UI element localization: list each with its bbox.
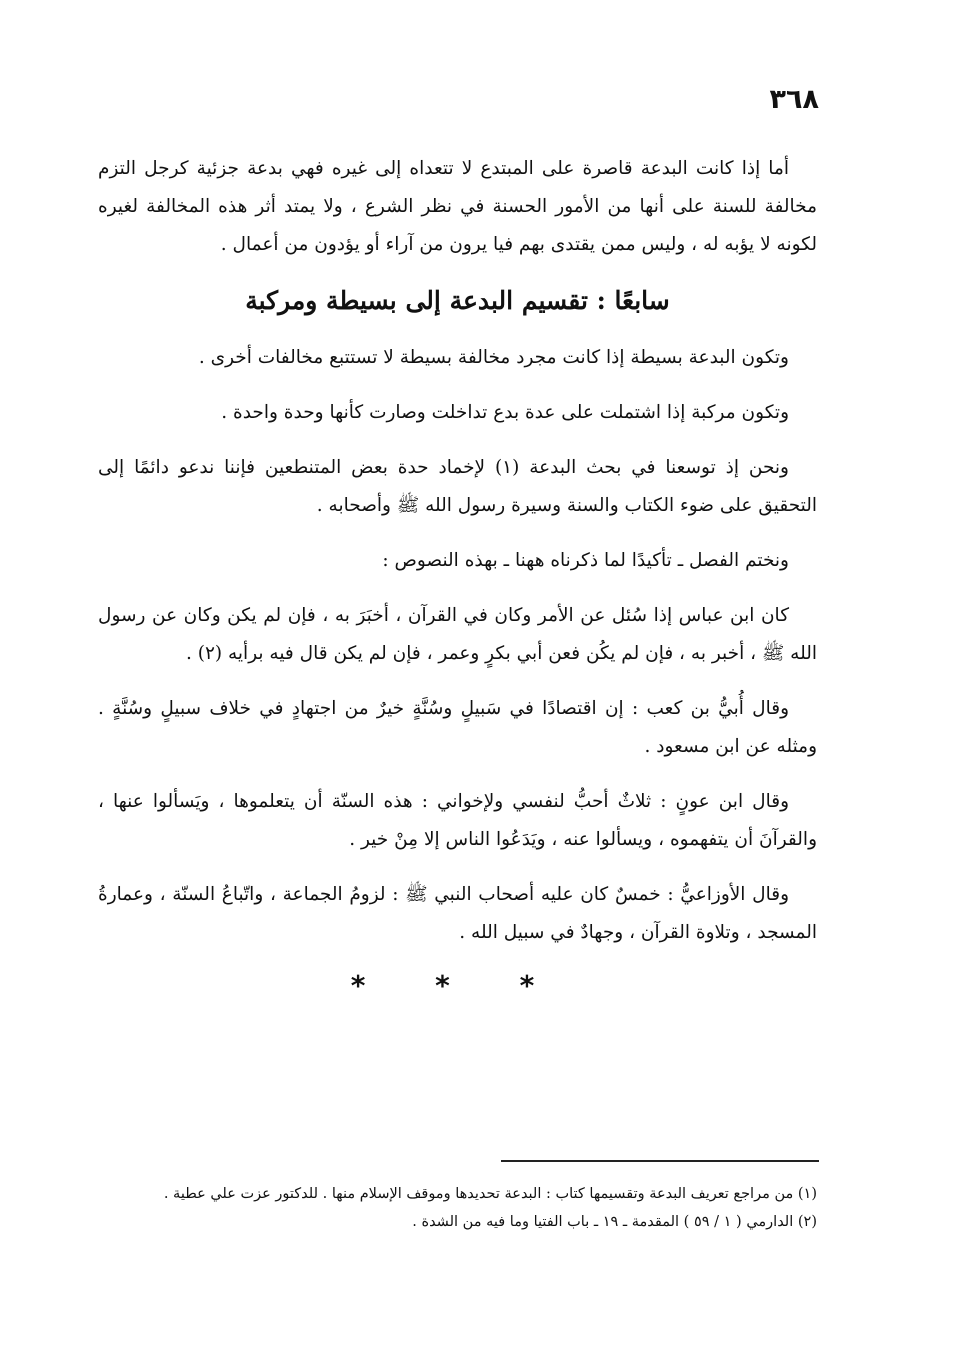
section-separator: * * *: [350, 969, 565, 1002]
paragraph-simple-innovation: وتكون البدعة بسيطة إذا كانت مجرد مخالفة بسيطة لا تستتبع مخالفات أخرى .: [198, 347, 789, 368]
paragraph-ibn-awn: وقال ابن عونٍ : ثلاثٌ أحبُّ لنفسي ولإخواني : هذه السنّة أن يتعلموها ، ويَسألوا عنها ، والقرآنَ أن يتفهموه ، ويسألوا عنه ، ويَدَعُوا الناس إلا مِنْ خير .: [98, 791, 817, 850]
footnote-divider: [501, 1160, 819, 1162]
paragraph-research-note: ونحن إذ توسعنا في بحث البدعة (١) لإخماد حدة بعض المتنطعين فإننا ندعو دائمًا إلى التحقيق على ضوء الكتاب والسنة وسيرة رسول الله ﷺ وأصحابه .: [98, 457, 817, 516]
paragraph-closing-intro: ونختم الفصل ـ تأكيدًا لما ذكرناه ههنا ـ بهذه النصوص :: [382, 550, 789, 571]
paragraph-ubayy-ibn-kab: وقال أُبيُّ بن كعب : إن اقتصادًا في سَبيلٍ وسُنَّةٍ خيرٌ من اجتهادٍ في خلاف سبيلٍ وسُنَّةٍ . ومثله عن ابن مسعود .: [98, 698, 817, 757]
paragraph-ibn-abbas: كان ابن عباس إذا سُئل عن الأمر وكان في القرآن ، أخبَرَ به ، فإن لم يكن وكان عن رسول الله ﷺ ، أخبر به ، فإن لم يكُن فعن أبي بكرٍ وعمر ، فإن لم يكن قال فيه برأيه (٢) .: [98, 605, 817, 664]
section-heading: سابعًا : تقسيم البدعة إلى بسيطة ومركبة: [245, 286, 670, 315]
page-number: ٣٦٨: [769, 84, 819, 115]
footnote-1: (١) من مراجع تعريف البدعة وتقسيمها كتاب : البدعة تحديدها وموقف الإسلام منها . للدكتور عزت علي عطية .: [163, 1186, 817, 1202]
paragraph-awzai: وقال الأوزاعيُّ : خمسٌ كان عليه أصحاب النبي ﷺ : لزومُ الجماعة ، واتّباعُ السنّة ، وعمارةُ المسجد ، وتلاوة القرآن ، وجهادٌ في سبيل الله .: [98, 884, 817, 943]
footnotes: [98, 1180, 817, 1236]
footnote-2: (٢) الدارمي ( ١ / ٥٩ ) المقدمة ـ ١٩ ـ باب الفتيا وما فيه من الشدة .: [412, 1214, 817, 1230]
main-text: [98, 150, 817, 1003]
paragraph-compound-innovation: وتكون مركبة إذا اشتملت على عدة بدع تداخلت وصارت كأنها وحدة واحدة .: [221, 402, 789, 423]
paragraph-partial-innovation: أما إذا كانت البدعة قاصرة على المبتدع لا تتعداه إلى غيره فهي بدعة جزئية كرجل التزم مخالفة للسنة على أنها من الأمور الحسنة في نظر الشرع ، ولا يمتد أثر هذه المخالفة لغيره لكونه لا يؤبه له ، وليس ممن يقتدى بهم فيا يرون من آراء أو يؤدون من أعمال .: [98, 158, 817, 255]
